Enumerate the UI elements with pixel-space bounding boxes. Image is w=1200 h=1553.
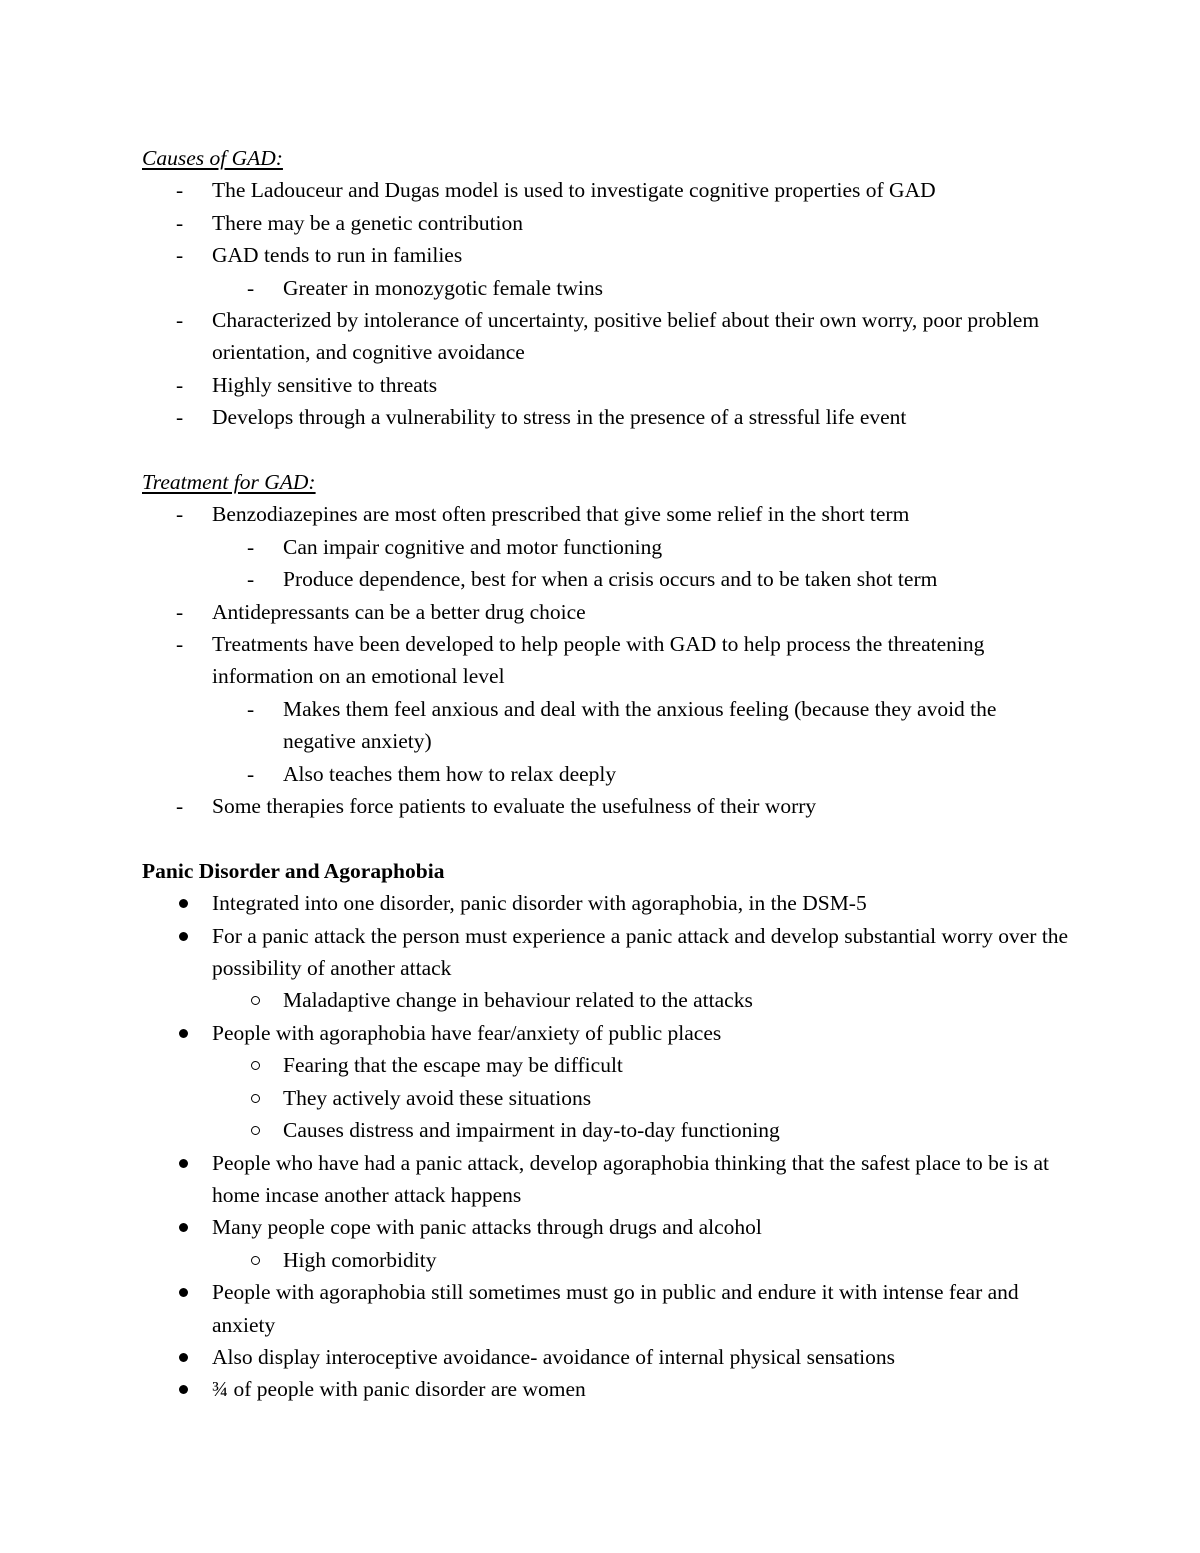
spacer	[142, 434, 1072, 466]
dash-bullet: -	[176, 599, 184, 624]
disc-bullet-icon	[179, 932, 188, 941]
dash-bullet: -	[176, 178, 184, 203]
dash-bullet: -	[176, 794, 184, 819]
dash-bullet: -	[176, 372, 184, 397]
dash-bullet: -	[247, 275, 255, 300]
list-item: People with agoraphobia still sometimes must go in public and endure it with intense fear and anxiety	[142, 1276, 1072, 1341]
list-item: - Highly sensitive to threats	[142, 369, 1072, 401]
circle-bullet-icon	[251, 1126, 260, 1135]
disc-bullet-icon	[179, 899, 188, 908]
panic-heading: Panic Disorder and Agoraphobia	[142, 858, 445, 883]
list-item: - Treatments have been developed to help people with GAD to help process the threatening information on an emotional level	[142, 628, 1072, 693]
dash-bullet: -	[247, 567, 255, 592]
list-item: - Can impair cognitive and motor functioning	[142, 531, 1072, 563]
list-item: People who have had a panic attack, develop agoraphobia thinking that the safest place to be is at home incase another attack happens	[142, 1147, 1072, 1212]
list-item: - The Ladouceur and Dugas model is used to investigate cognitive properties of GAD	[142, 174, 1072, 206]
dash-bullet: -	[176, 210, 184, 235]
list-item: Maladaptive change in behaviour related to the attacks	[142, 984, 1072, 1016]
dash-bullet: -	[176, 632, 184, 657]
disc-bullet-icon	[179, 1353, 188, 1362]
list-item: - There may be a genetic contribution	[142, 207, 1072, 239]
list-item: - Develops through a vulnerability to stress in the presence of a stressful life event	[142, 401, 1072, 433]
list-item: - Antidepressants can be a better drug choice	[142, 596, 1072, 628]
list-item: Fearing that the escape may be difficult	[142, 1049, 1072, 1081]
dash-bullet: -	[176, 502, 184, 527]
spacer	[142, 822, 1072, 854]
circle-bullet-icon	[251, 1061, 260, 1070]
disc-bullet-icon	[179, 1288, 188, 1297]
list-item: High comorbidity	[142, 1244, 1072, 1276]
causes-list	[142, 174, 1072, 433]
disc-bullet-icon	[179, 1029, 188, 1038]
treatment-list	[142, 498, 1072, 822]
disc-bullet-icon	[179, 1385, 188, 1394]
list-item: - GAD tends to run in families	[142, 239, 1072, 271]
list-item: - Greater in monozygotic female twins	[142, 272, 1072, 304]
list-item: - Produce dependence, best for when a crisis occurs and to be taken shot term	[142, 563, 1072, 595]
treatment-heading: Treatment for GAD:	[142, 470, 316, 495]
list-item: They actively avoid these situations	[142, 1082, 1072, 1114]
dash-bullet: -	[247, 761, 255, 786]
dash-bullet: -	[247, 696, 255, 721]
dash-bullet: -	[176, 405, 184, 430]
disc-bullet-icon	[179, 1223, 188, 1232]
dash-bullet: -	[176, 308, 184, 333]
causes-heading: Causes of GAD:	[142, 146, 283, 170]
list-item: - Benzodiazepines are most often prescribed that give some relief in the short term	[142, 498, 1072, 530]
disc-bullet-icon	[179, 1159, 188, 1168]
dash-bullet: -	[176, 243, 184, 268]
list-item: Also display interoceptive avoidance- avoidance of internal physical sensations	[142, 1341, 1072, 1373]
list-item: Causes distress and impairment in day-to-day functioning	[142, 1114, 1072, 1146]
list-item: - Also teaches them how to relax deeply	[142, 758, 1072, 790]
list-item: ¾ of people with panic disorder are women	[142, 1373, 1072, 1405]
list-item: - Some therapies force patients to evaluate the usefulness of their worry	[142, 790, 1072, 822]
circle-bullet-icon	[251, 1256, 260, 1265]
panic-list	[142, 887, 1072, 1406]
list-item: For a panic attack the person must experience a panic attack and develop substantial worry over the possibility of another attack	[142, 920, 1072, 985]
dash-bullet: -	[247, 534, 255, 559]
list-item: People with agoraphobia have fear/anxiety of public places	[142, 1017, 1072, 1049]
list-item: - Makes them feel anxious and deal with the anxious feeling (because they avoid the negative anxiety)	[142, 693, 1072, 758]
circle-bullet-icon	[251, 996, 260, 1005]
circle-bullet-icon	[251, 1094, 260, 1103]
list-item: Many people cope with panic attacks through drugs and alcohol	[142, 1211, 1072, 1243]
list-item: Integrated into one disorder, panic disorder with agoraphobia, in the DSM-5	[142, 887, 1072, 919]
list-item: - Characterized by intolerance of uncertainty, positive belief about their own worry, poor problem orientation, and cognitive avoidance	[142, 304, 1072, 369]
document-page	[142, 142, 1072, 1406]
